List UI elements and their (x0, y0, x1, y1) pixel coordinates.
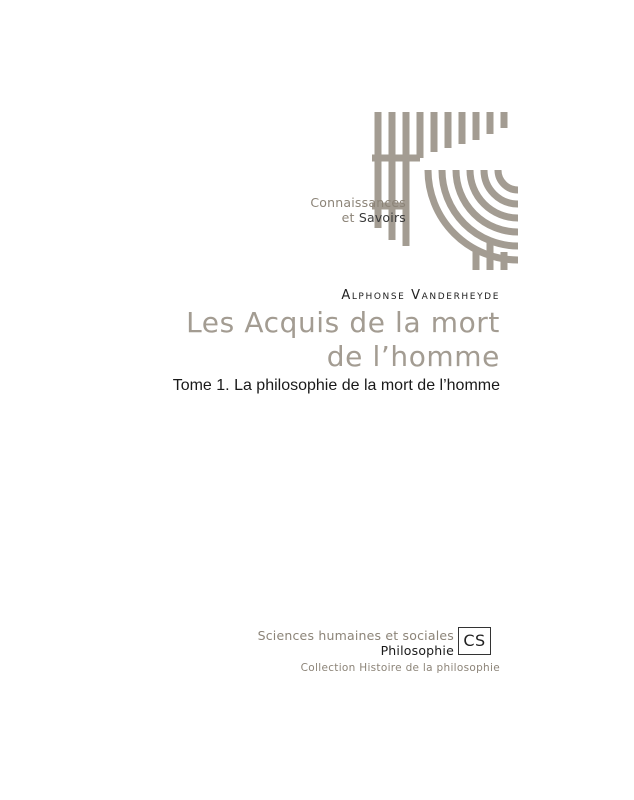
subject-field: Sciences humaines et sociales (257, 628, 454, 643)
cs-badge: CS (458, 627, 491, 655)
book-title (186, 306, 500, 374)
book-title-line2: de l’homme (326, 340, 500, 373)
publisher-name-savoirs: Savoirs (358, 210, 406, 225)
book-title-line1: Les Acquis de la mort (186, 306, 500, 339)
publisher-logo-icon (372, 112, 518, 270)
publisher-name-line2 (342, 210, 406, 225)
publisher-name-connector: et (341, 210, 359, 225)
book-subtitle: Tome 1. La philosophie de la mort de l’homme (172, 377, 500, 394)
publisher-name-line1: Connaissances (310, 195, 406, 210)
book-author: Alphonse Vanderheyde (341, 288, 500, 303)
subject-subfield: Philosophie (380, 643, 454, 658)
collection-name: Collection Histoire de la philosophie (300, 662, 500, 674)
